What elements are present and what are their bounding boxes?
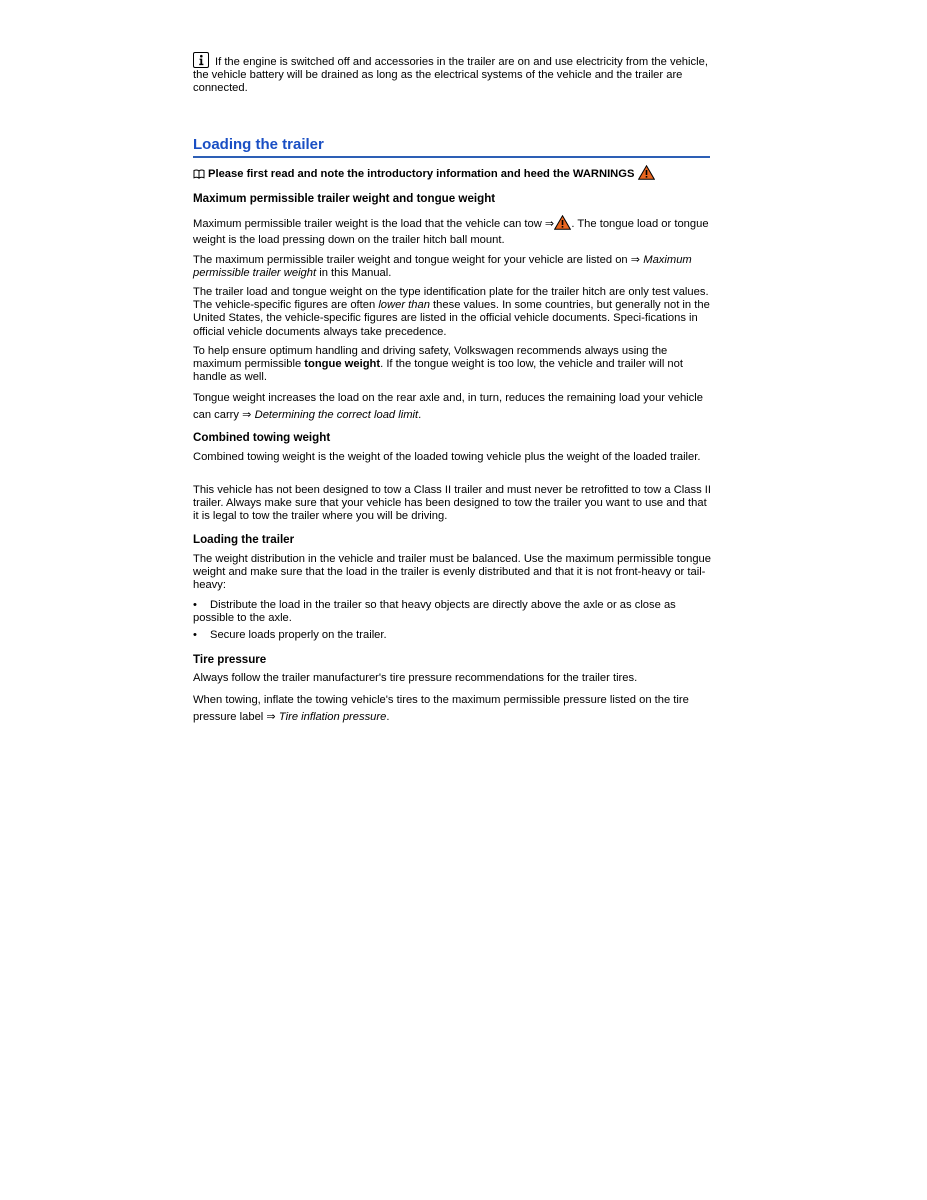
paragraph-max-weight-4 (193, 345, 711, 385)
info-note (193, 52, 711, 96)
heading-tire-pressure: Tire pressure (193, 653, 267, 666)
paragraph-combined-1 (193, 451, 711, 464)
max-weight-p2-a: The maximum permissible trailer weight and tongue weight for your vehicle are listed on ⇒ (193, 254, 644, 266)
loading-p1: The weight distribution in the vehicle and trailer must be balanced. Use the maximum permissible tongue weight and make sure that the load in the trailer is evenly distributed and that it is not front-heavy or tail-heavy: (193, 553, 711, 592)
max-weight-p3-em: lower than (378, 299, 430, 312)
max-weight-p4-a: To help ensure optimum handling and driving safety, Volkswagen recommends always using the maximum permissible (193, 345, 668, 371)
intro-text[interactable]: Please first read and note the introductory information and heed the WARNINGS (208, 168, 635, 180)
section-title: Loading the trailer (193, 136, 710, 158)
tire-p1: Always follow the trailer manufacturer's tire pressure recommendations for the trailer tires. (193, 672, 638, 684)
list-item (193, 629, 711, 642)
bullet-dot: • (193, 629, 197, 641)
heading-combined-towing: Combined towing weight (193, 431, 331, 444)
info-icon (193, 52, 209, 68)
bullet-dot: • (193, 599, 197, 611)
list-item (193, 599, 711, 625)
paragraph-max-weight-2 (193, 254, 711, 280)
max-weight-p1-a: Maximum permissible trailer weight is the load that the vehicle can tow ⇒ (193, 218, 555, 230)
paragraph-combined-2 (193, 484, 711, 524)
warning-triangle-icon[interactable] (638, 165, 655, 184)
max-weight-p3-b: these values. In some countries, but generally not in the United States, the vehicle-specific figures are listed in the official vehicle documents. Speci-fications in official vehicle documents always take precedence. (193, 299, 710, 338)
info-note-text: If the engine is switched off and accessories in the trailer are on and use electricity from the vehicle, the vehicle battery will be drained as long as the electrical systems of the vehicle and the trailer are connected. (193, 56, 708, 95)
paragraph-tire-2 (193, 692, 711, 726)
intro-line (193, 165, 711, 184)
paragraph-tire-1 (193, 672, 711, 685)
paragraph-max-weight-3 (193, 286, 711, 339)
max-weight-p5-a: Tongue weight increases the load on the rear axle and, in turn, reduces the remaining load your vehicle can carry ⇒ (193, 392, 703, 421)
combined-p1: Combined towing weight is the weight of the loaded towing vehicle plus the weight of the loaded trailer. (193, 451, 701, 463)
max-weight-p5-b: . (418, 409, 422, 421)
max-weight-p4-b: . If the tongue weight is too low, the vehicle and trailer will not handle as well. (193, 358, 683, 384)
tire-p2-a: When towing, inflate the towing vehicle's tires to the maximum permissible pressure listed on the tire pressure label ⇒ (193, 694, 689, 723)
xref-tire-inflation-pressure[interactable]: Tire inflation pressure (278, 711, 387, 723)
tire-p2-b: . (386, 711, 390, 723)
paragraph-loading-1 (193, 553, 711, 593)
max-weight-p4-strong: tongue weight (304, 358, 381, 371)
xref-determining-load-limit[interactable]: Determining the correct load limit (254, 409, 419, 421)
max-weight-p1-b: . The tongue load or tongue weight is the load pressing down on the trailer hitch ball mount. (193, 218, 709, 247)
paragraph-max-weight-1 (193, 215, 711, 247)
xref-max-permissible-trailer-weight[interactable]: Maximum permissible trailer weight (193, 254, 692, 280)
book-icon (193, 169, 205, 183)
heading-max-weight: Maximum permissible trailer weight and tongue weight (193, 192, 496, 205)
paragraph-max-weight-5 (193, 390, 711, 424)
max-weight-p2-b: in this Manual. (316, 267, 392, 280)
heading-loading-trailer: Loading the trailer (193, 533, 295, 546)
max-weight-p3-a: The trailer load and tongue weight on the type identification plate for the trailer hitch are only test values. The vehicle-specific figures are often (193, 286, 709, 312)
bullet-text: Distribute the load in the trailer so that heavy objects are directly above the axle or as close as possible to the axle. (193, 599, 676, 625)
bullet-text: Secure loads properly on the trailer. (210, 629, 387, 641)
combined-p2: This vehicle has not been designed to tow a Class II trailer and must never be retrofitted to tow a Class II trailer. Always make sure that your vehicle has been designed to tow the trailer you want to use and that it is legal to tow the trailer where you will be driving. (193, 484, 711, 523)
warning-triangle-icon[interactable] (554, 215, 571, 234)
